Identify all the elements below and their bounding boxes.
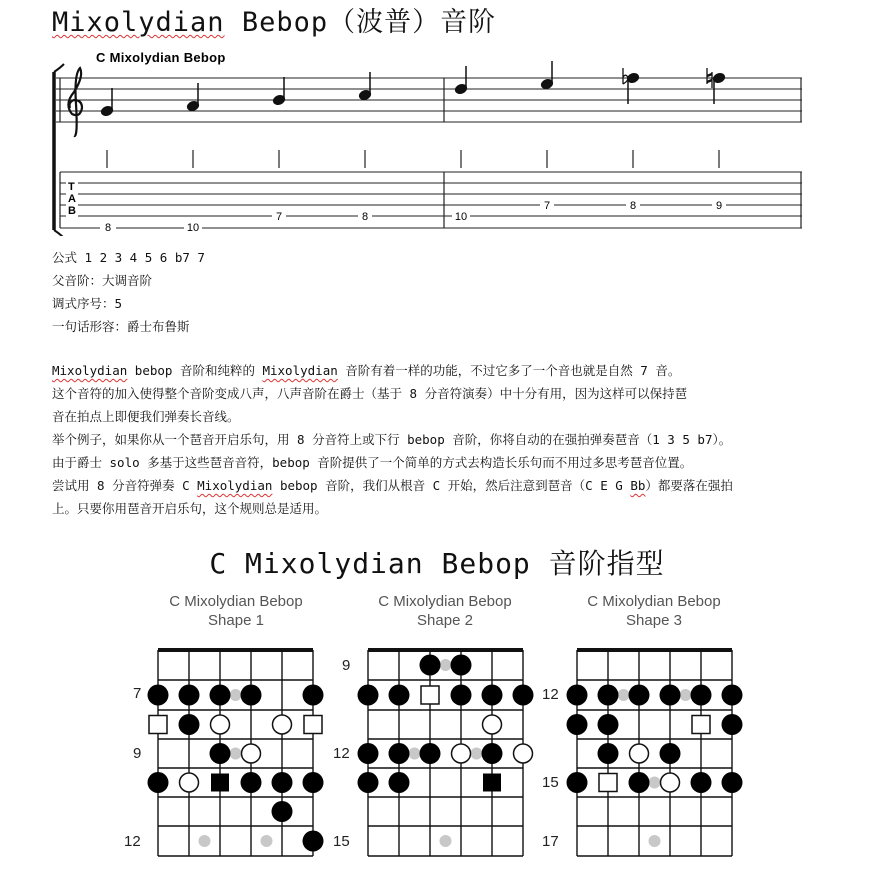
staff-lines <box>56 78 802 122</box>
chord-tone-note <box>630 744 649 763</box>
scale-note <box>629 772 650 793</box>
shape-1-fret-label: 12 <box>124 833 141 850</box>
tab-number: 8 <box>361 211 369 223</box>
svg-text:B: B <box>68 205 76 217</box>
svg-text:T: T <box>68 181 75 193</box>
inlay-dot <box>230 689 242 701</box>
scale-note <box>567 772 588 793</box>
chord-tone-note <box>180 773 199 792</box>
scale-note <box>567 714 588 735</box>
scale-note <box>598 685 619 706</box>
scale-note <box>691 772 712 793</box>
scale-note <box>179 714 200 735</box>
tab-number: 8 <box>629 200 637 212</box>
note <box>712 72 725 104</box>
shape-2-fret-label: 12 <box>333 745 350 762</box>
scale-note <box>598 714 619 735</box>
inlay-dot <box>230 748 242 760</box>
scale-note <box>272 772 293 793</box>
body-line: 音在拍点上即便我们弹奏长音线。 <box>52 409 240 424</box>
shape-subtitle-text: Shape 1 <box>208 612 264 629</box>
mode-number-line: 调式序号：5 <box>52 296 123 311</box>
body-word: Mixolydian <box>262 363 338 378</box>
shape-subtitle-text: Shape 2 <box>417 612 473 629</box>
shape-2-fret-label: 15 <box>333 833 350 850</box>
inlay-dot <box>471 748 483 760</box>
scale-note <box>210 743 231 764</box>
chord-tone-note <box>661 773 680 792</box>
scale-note <box>303 685 324 706</box>
body-text: bebop 音阶，我们从根音 C 开始，然后注意到琶音（C E G <box>272 478 631 493</box>
shape-2-fret-label: 9 <box>342 657 351 674</box>
scale-facts <box>52 246 205 338</box>
scale-note <box>513 685 534 706</box>
inlay-dot <box>618 689 630 701</box>
inlay-dot <box>649 835 661 847</box>
shape-1-title <box>131 592 341 630</box>
inlay-dot <box>649 777 661 789</box>
tab-clef <box>66 180 78 220</box>
scale-note <box>389 772 410 793</box>
shape-3-fret-label: 15 <box>542 774 559 791</box>
inlay-dot <box>199 835 211 847</box>
root-note <box>599 774 617 792</box>
svg-text:A: A <box>68 193 76 205</box>
scale-note <box>629 685 650 706</box>
page-title <box>52 0 496 39</box>
body-paragraph <box>52 359 733 520</box>
scale-note <box>303 772 324 793</box>
shape-1-fretboard <box>148 650 324 856</box>
inlay-dot <box>680 689 692 701</box>
shape-subtitle-text: Shape 3 <box>626 612 682 629</box>
body-text: 尝试用 8 分音符弹奏 C <box>52 478 198 493</box>
body-line <box>52 474 733 497</box>
scale-note <box>691 685 712 706</box>
shape-title-text: C Mixolydian Bebop <box>587 593 721 610</box>
root-note <box>692 716 710 734</box>
shape-3-fret-label: 12 <box>542 686 559 703</box>
scale-note <box>358 743 379 764</box>
tab-number: 7 <box>275 211 283 223</box>
scale-note <box>358 685 379 706</box>
scale-note <box>272 801 293 822</box>
scale-note <box>482 743 503 764</box>
inlay-dot <box>440 659 452 671</box>
note <box>454 66 467 95</box>
scale-note <box>241 685 262 706</box>
parent-scale-line: 父音阶：大调音阶 <box>52 273 153 288</box>
scale-note <box>179 685 200 706</box>
body-line <box>52 359 733 382</box>
scale-note <box>241 772 262 793</box>
chord-tone-note <box>514 744 533 763</box>
scale-note <box>420 743 441 764</box>
shape-2-title <box>340 592 550 630</box>
body-word: Bb <box>630 478 646 493</box>
chord-tone-note <box>242 744 261 763</box>
note <box>358 72 371 101</box>
chord-tone-note <box>483 715 502 734</box>
shape-2-fretboard <box>358 650 534 856</box>
scale-note <box>420 655 441 676</box>
chord-tone-note <box>211 715 230 734</box>
body-text: 音阶有着一样的功能，不过它多了一个音也就是自然 7 音。 <box>337 363 681 378</box>
tab-number: 8 <box>104 222 112 234</box>
flat-icon <box>623 68 628 84</box>
body-line: 由于爵士 solo 多基于这些琶音音符，bebop 音阶提供了一个简单的方式去构造长乐句而不用过多思考琶音位置。 <box>52 455 693 470</box>
note <box>540 61 553 90</box>
scale-note <box>389 685 410 706</box>
note <box>272 77 285 106</box>
notation-figure <box>52 44 812 236</box>
chord-tone-note <box>452 744 471 763</box>
body-line: 举个例子，如果你从一个琶音开启乐句，用 8 分音符上或下行 bebop 音阶，你将自动的在强拍弹奏琶音（1 3 5 b7）。 <box>52 432 732 447</box>
notation-label: C Mixolydian Bebop <box>96 50 226 65</box>
formula-line: 公式 1 2 3 4 5 6 b7 7 <box>52 250 205 265</box>
tab-number: 10 <box>454 211 468 223</box>
one-liner-line: 一句话形容：爵士布鲁斯 <box>52 319 190 334</box>
inlay-dot <box>409 748 421 760</box>
shape-title-text: C Mixolydian Bebop <box>378 593 512 610</box>
root-note-filled <box>483 774 501 792</box>
scale-note <box>722 685 743 706</box>
tab-number: 7 <box>543 200 551 212</box>
root-note <box>149 716 167 734</box>
scale-note <box>567 685 588 706</box>
note <box>626 72 639 104</box>
scale-note <box>722 714 743 735</box>
scale-note <box>210 685 231 706</box>
inlay-dot <box>261 835 273 847</box>
tab-number: 9 <box>715 200 723 212</box>
scale-note <box>303 831 324 852</box>
scale-note <box>358 772 379 793</box>
scale-note <box>598 743 619 764</box>
body-text: bebop 音阶和纯粹的 <box>127 363 263 378</box>
shape-title-text: C Mixolydian Bebop <box>169 593 303 610</box>
body-text: ）都要落在强拍 <box>645 478 733 493</box>
rhythm-stems <box>107 150 719 168</box>
body-word: Mixolydian <box>197 478 273 493</box>
tab-number: 10 <box>186 222 200 234</box>
body-line: 这个音符的加入使得整个音阶变成八声，八声音阶在爵士（基于 8 分音符演奏）中十分有用，因为这样可以保持琶 <box>52 386 688 401</box>
chord-tone-note <box>273 715 292 734</box>
scale-note <box>722 772 743 793</box>
scale-note <box>451 685 472 706</box>
section-heading: C Mixolydian Bebop 音阶指型 <box>209 547 665 580</box>
scale-note <box>451 655 472 676</box>
root-note-filled <box>211 774 229 792</box>
shape-3-title <box>549 592 759 630</box>
inlay-dot <box>440 835 452 847</box>
note <box>100 88 114 117</box>
scale-note <box>482 685 503 706</box>
note <box>186 83 199 112</box>
title-word: Mixolydian <box>52 7 225 38</box>
body-line: 上。只要你用琶音开启乐句，这个规则总是适用。 <box>52 501 328 516</box>
shape-3-fretboard <box>567 650 743 856</box>
tab-lines <box>60 172 802 228</box>
title-rest: Bebop（波普）音阶 <box>224 7 497 38</box>
shape-1-fret-label: 7 <box>133 685 142 702</box>
scale-note <box>660 743 681 764</box>
shape-3-fret-label: 17 <box>542 833 559 850</box>
scale-note <box>389 743 410 764</box>
shape-1-fret-label: 9 <box>133 745 142 762</box>
root-note <box>304 716 322 734</box>
body-word: Mixolydian <box>52 363 128 378</box>
scale-note <box>660 685 681 706</box>
scale-note <box>148 685 169 706</box>
root-note <box>421 686 439 704</box>
scale-note <box>148 772 169 793</box>
